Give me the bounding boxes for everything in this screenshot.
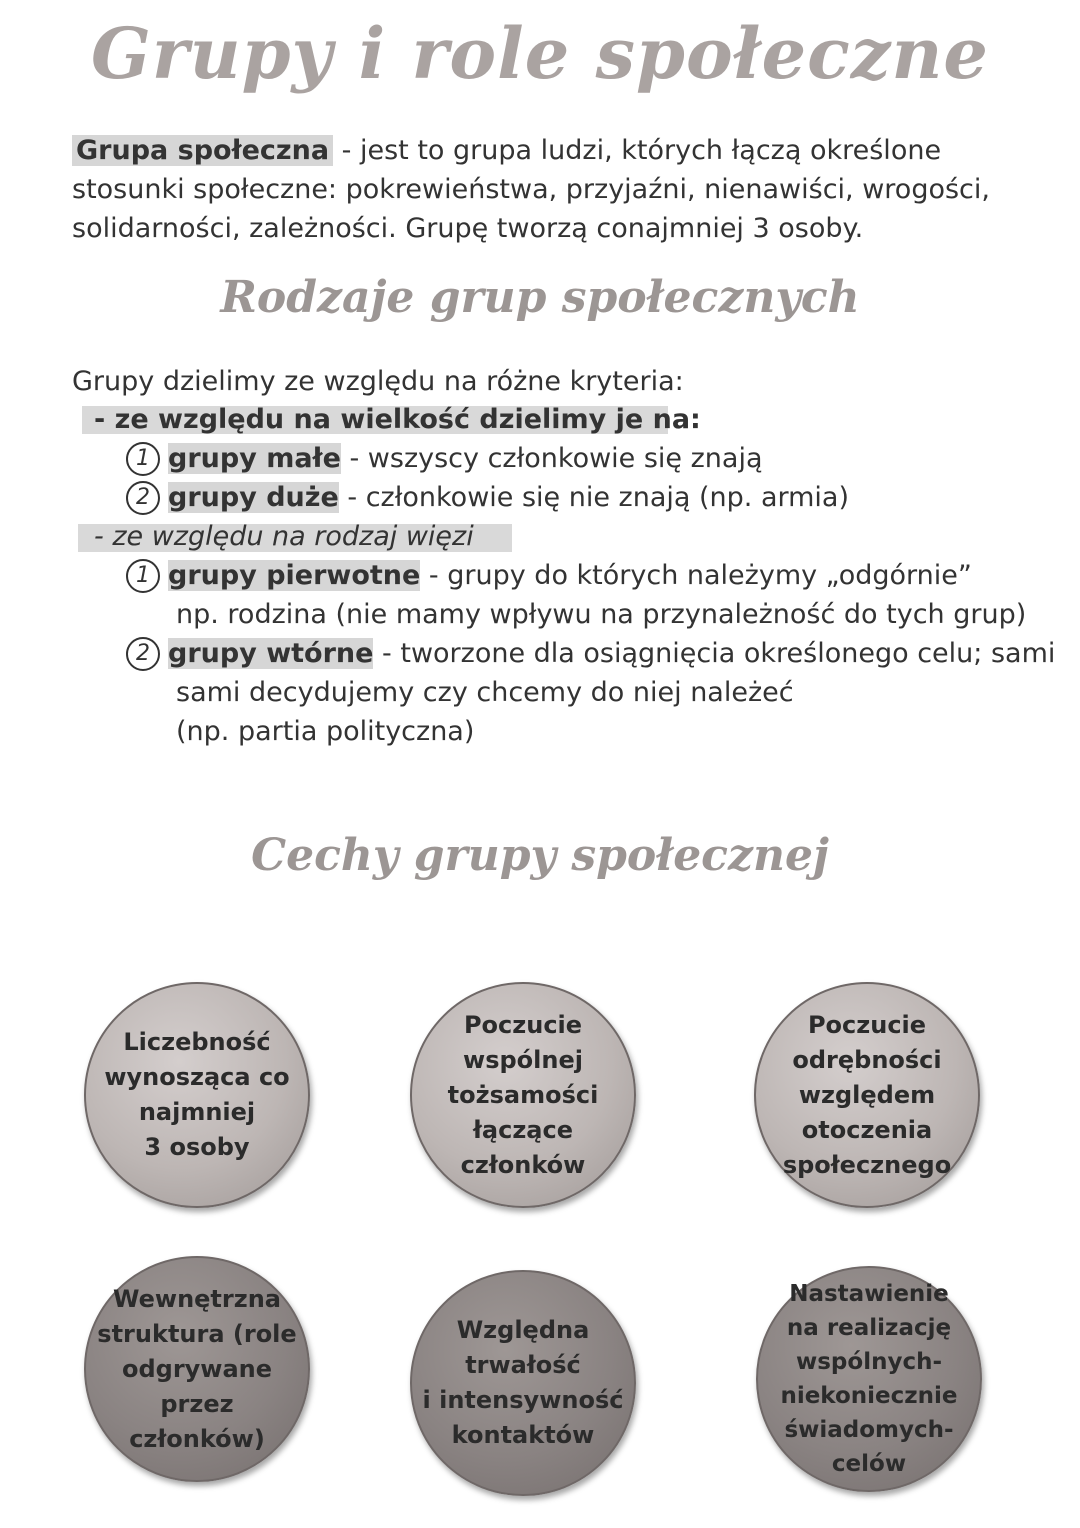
list-item-primary-groups [126, 556, 972, 595]
section-title-features: Cechy grupy społecznej [251, 830, 829, 881]
criterion-size: - ze względu na wielkość dzielimy je na: [94, 404, 701, 435]
list-item-secondary-groups [126, 634, 1055, 673]
feature-circle [410, 1270, 636, 1496]
term-large-groups: grupy duże [168, 482, 339, 513]
desc-large-groups: - członkowie się nie znają (np. armia) [338, 482, 850, 513]
feature-circle [84, 1256, 310, 1482]
feature-text: Względna trwałość i intensywność kontaktów [422, 1316, 624, 1449]
desc-small-groups: - wszyscy członkowie się znają [340, 443, 763, 474]
list-item-large-groups [126, 478, 849, 517]
list-item-small-groups [126, 439, 763, 478]
term-small-groups: grupy małe [168, 443, 341, 474]
secondary-groups-cont-1: sami decydujemy czy chcemy do niej należeć [176, 677, 794, 708]
feature-text: Poczucie wspólnej tożsamości łączące członków [447, 1010, 599, 1179]
term-secondary-groups: grupy wtórne [168, 638, 374, 669]
secondary-groups-cont-2: (np. partia polityczna) [176, 716, 475, 747]
criterion-bond: - ze względu na rodzaj więzi [94, 521, 474, 552]
desc-primary-groups: - grupy do których należymy „odgórnie” [420, 560, 972, 591]
definition-line-3: solidarności, zależności. Grupę tworzą conajmniej 3 osoby. [72, 213, 864, 244]
number-circle-icon: 2 [126, 481, 160, 515]
primary-groups-cont: np. rodzina (nie mamy wpływu na przynależność do tych grup) [176, 599, 1027, 630]
feature-text: Nastawienie na realizację wspólnych- niekoniecznie świadomych- celów [780, 1281, 958, 1477]
feature-circle [84, 982, 310, 1208]
term-primary-groups: grupy pierwotne [168, 560, 421, 591]
feature-text: Liczebność wynosząca co najmniej 3 osoby [104, 1028, 290, 1161]
definition-line-1 [72, 131, 941, 170]
feature-text: Poczucie odrębności względem otoczenia społecznego [782, 1010, 952, 1179]
feature-text: Wewnętrzna struktura (role odgrywane przez członków) [97, 1284, 297, 1453]
desc-secondary-groups: - tworzone dla osiągnięcia określonego celu; sami [373, 638, 1056, 669]
number-circle-icon: 1 [126, 559, 160, 593]
definition-term: Grupa społeczna [72, 135, 333, 166]
page-title: Grupy i role społeczne [91, 12, 989, 95]
criteria-intro: Grupy dzielimy ze względu na różne kryteria: [72, 366, 684, 397]
feature-circle [756, 1266, 982, 1492]
number-circle-icon: 2 [126, 637, 160, 671]
feature-circle [754, 982, 980, 1208]
definition-line-2: stosunki społeczne: pokrewieństwa, przyjaźni, nienawiści, wrogości, [72, 174, 990, 205]
number-circle-icon: 1 [126, 442, 160, 476]
definition-text: - jest to grupa ludzi, których łączą określone [333, 135, 942, 166]
section-title-types: Rodzaje grup społecznych [220, 272, 860, 323]
feature-circle [410, 982, 636, 1208]
